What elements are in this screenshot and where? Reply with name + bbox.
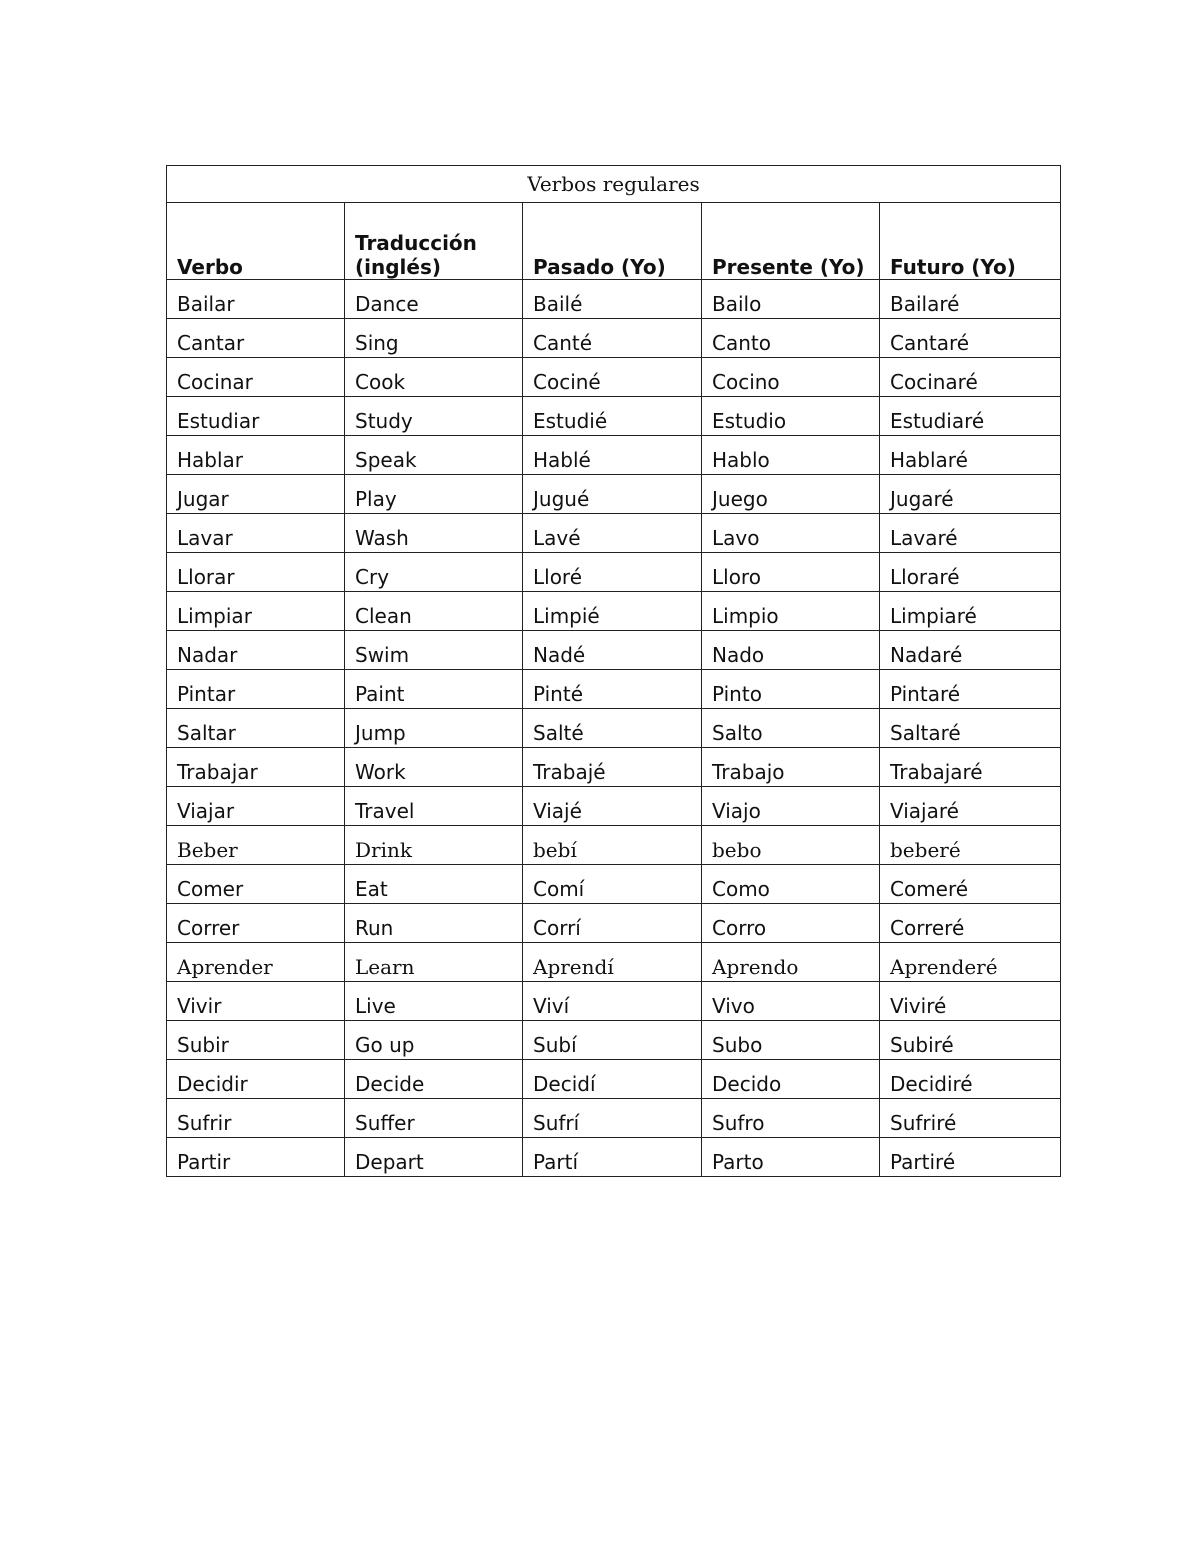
cell-pasado: Viví: [523, 982, 702, 1021]
cell-futuro: Jugaré: [880, 475, 1061, 514]
cell-traduccion: Speak: [345, 436, 523, 475]
cell-futuro: Correré: [880, 904, 1061, 943]
table-row: [167, 1138, 1061, 1177]
cell-pasado: Viajé: [523, 787, 702, 826]
cell-verbo: Jugar: [167, 475, 345, 514]
cell-traduccion: Cook: [345, 358, 523, 397]
cell-pasado: Trabajé: [523, 748, 702, 787]
table-body: [167, 280, 1061, 1177]
cell-verbo: Comer: [167, 865, 345, 904]
cell-pasado: Canté: [523, 319, 702, 358]
cell-traduccion: Wash: [345, 514, 523, 553]
cell-presente: Juego: [702, 475, 880, 514]
cell-futuro: Lloraré: [880, 553, 1061, 592]
cell-presente: Bailo: [702, 280, 880, 319]
cell-verbo: Pintar: [167, 670, 345, 709]
cell-verbo: Vivir: [167, 982, 345, 1021]
cell-presente: Parto: [702, 1138, 880, 1177]
cell-futuro: Pintaré: [880, 670, 1061, 709]
cell-traduccion: Paint: [345, 670, 523, 709]
column-header-futuro: Futuro (Yo): [880, 203, 1061, 280]
cell-traduccion: Study: [345, 397, 523, 436]
cell-traduccion: Swim: [345, 631, 523, 670]
cell-futuro: Viajaré: [880, 787, 1061, 826]
cell-traduccion: Live: [345, 982, 523, 1021]
table-row: [167, 670, 1061, 709]
cell-verbo: Aprender: [167, 943, 345, 982]
cell-pasado: Subí: [523, 1021, 702, 1060]
column-header-traduccion: Traducción (inglés): [345, 203, 523, 280]
cell-pasado: Cociné: [523, 358, 702, 397]
cell-pasado: Hablé: [523, 436, 702, 475]
cell-futuro: Viviré: [880, 982, 1061, 1021]
cell-verbo: Lavar: [167, 514, 345, 553]
cell-verbo: Llorar: [167, 553, 345, 592]
cell-futuro: beberé: [880, 826, 1061, 865]
cell-presente: Viajo: [702, 787, 880, 826]
cell-verbo: Viajar: [167, 787, 345, 826]
table-row: [167, 358, 1061, 397]
cell-presente: Vivo: [702, 982, 880, 1021]
cell-futuro: Sufriré: [880, 1099, 1061, 1138]
cell-presente: Subo: [702, 1021, 880, 1060]
cell-verbo: Bailar: [167, 280, 345, 319]
cell-pasado: Bailé: [523, 280, 702, 319]
column-header-pasado: Pasado (Yo): [523, 203, 702, 280]
table-row: [167, 592, 1061, 631]
cell-verbo: Trabajar: [167, 748, 345, 787]
cell-pasado: Estudié: [523, 397, 702, 436]
cell-presente: Salto: [702, 709, 880, 748]
table-row: [167, 553, 1061, 592]
table-row: [167, 787, 1061, 826]
cell-futuro: Comeré: [880, 865, 1061, 904]
table-row: [167, 904, 1061, 943]
cell-futuro: Aprenderé: [880, 943, 1061, 982]
cell-presente: Hablo: [702, 436, 880, 475]
cell-presente: Corro: [702, 904, 880, 943]
cell-futuro: Nadaré: [880, 631, 1061, 670]
table-row: [167, 826, 1061, 865]
cell-verbo: Correr: [167, 904, 345, 943]
cell-presente: Trabajo: [702, 748, 880, 787]
cell-traduccion: Dance: [345, 280, 523, 319]
cell-traduccion: Learn: [345, 943, 523, 982]
cell-futuro: Saltaré: [880, 709, 1061, 748]
table-row: [167, 436, 1061, 475]
cell-futuro: Subiré: [880, 1021, 1061, 1060]
cell-futuro: Estudiaré: [880, 397, 1061, 436]
cell-verbo: Sufrir: [167, 1099, 345, 1138]
table-title: Verbos regulares: [167, 166, 1061, 203]
table-row: [167, 709, 1061, 748]
cell-pasado: Aprendí: [523, 943, 702, 982]
table-row: [167, 943, 1061, 982]
cell-pasado: Lavé: [523, 514, 702, 553]
cell-verbo: Hablar: [167, 436, 345, 475]
cell-presente: bebo: [702, 826, 880, 865]
table-row: [167, 748, 1061, 787]
cell-traduccion: Eat: [345, 865, 523, 904]
table-row: [167, 1060, 1061, 1099]
cell-presente: Pinto: [702, 670, 880, 709]
table-row: [167, 982, 1061, 1021]
cell-pasado: Comí: [523, 865, 702, 904]
cell-traduccion: Travel: [345, 787, 523, 826]
cell-verbo: Cantar: [167, 319, 345, 358]
cell-pasado: Nadé: [523, 631, 702, 670]
cell-traduccion: Play: [345, 475, 523, 514]
cell-futuro: Hablaré: [880, 436, 1061, 475]
cell-traduccion: Suffer: [345, 1099, 523, 1138]
cell-presente: Como: [702, 865, 880, 904]
cell-verbo: Nadar: [167, 631, 345, 670]
cell-futuro: Cocinaré: [880, 358, 1061, 397]
cell-pasado: Lloré: [523, 553, 702, 592]
cell-presente: Sufro: [702, 1099, 880, 1138]
table-row: [167, 631, 1061, 670]
cell-verbo: Limpiar: [167, 592, 345, 631]
cell-futuro: Lavaré: [880, 514, 1061, 553]
cell-pasado: Jugué: [523, 475, 702, 514]
cell-presente: Cocino: [702, 358, 880, 397]
cell-pasado: Decidí: [523, 1060, 702, 1099]
table-row: [167, 1099, 1061, 1138]
cell-verbo: Subir: [167, 1021, 345, 1060]
cell-pasado: Corrí: [523, 904, 702, 943]
table-row: [167, 397, 1061, 436]
cell-futuro: Cantaré: [880, 319, 1061, 358]
cell-traduccion: Clean: [345, 592, 523, 631]
verb-conjugation-table: [166, 165, 1061, 1177]
cell-futuro: Partiré: [880, 1138, 1061, 1177]
cell-verbo: Saltar: [167, 709, 345, 748]
cell-traduccion: Jump: [345, 709, 523, 748]
cell-traduccion: Go up: [345, 1021, 523, 1060]
column-header-verbo: Verbo: [167, 203, 345, 280]
cell-pasado: Sufrí: [523, 1099, 702, 1138]
cell-verbo: Cocinar: [167, 358, 345, 397]
cell-futuro: Limpiaré: [880, 592, 1061, 631]
cell-pasado: Pinté: [523, 670, 702, 709]
table-row: [167, 280, 1061, 319]
cell-traduccion: Run: [345, 904, 523, 943]
cell-traduccion: Cry: [345, 553, 523, 592]
table-row: [167, 865, 1061, 904]
table-row: [167, 1021, 1061, 1060]
cell-pasado: Partí: [523, 1138, 702, 1177]
cell-presente: Estudio: [702, 397, 880, 436]
cell-traduccion: Work: [345, 748, 523, 787]
table-row: [167, 514, 1061, 553]
cell-pasado: Salté: [523, 709, 702, 748]
cell-presente: Lloro: [702, 553, 880, 592]
cell-presente: Canto: [702, 319, 880, 358]
table-title-row: [167, 166, 1061, 203]
cell-futuro: Trabajaré: [880, 748, 1061, 787]
cell-verbo: Beber: [167, 826, 345, 865]
table-row: [167, 319, 1061, 358]
cell-futuro: Bailaré: [880, 280, 1061, 319]
cell-pasado: bebí: [523, 826, 702, 865]
cell-verbo: Partir: [167, 1138, 345, 1177]
cell-traduccion: Drink: [345, 826, 523, 865]
cell-traduccion: Depart: [345, 1138, 523, 1177]
cell-presente: Nado: [702, 631, 880, 670]
table-header-row: [167, 203, 1061, 280]
cell-verbo: Decidir: [167, 1060, 345, 1099]
cell-futuro: Decidiré: [880, 1060, 1061, 1099]
column-header-presente: Presente (Yo): [702, 203, 880, 280]
cell-pasado: Limpié: [523, 592, 702, 631]
cell-presente: Aprendo: [702, 943, 880, 982]
cell-traduccion: Decide: [345, 1060, 523, 1099]
cell-verbo: Estudiar: [167, 397, 345, 436]
cell-presente: Lavo: [702, 514, 880, 553]
cell-traduccion: Sing: [345, 319, 523, 358]
table-row: [167, 475, 1061, 514]
cell-presente: Decido: [702, 1060, 880, 1099]
cell-presente: Limpio: [702, 592, 880, 631]
